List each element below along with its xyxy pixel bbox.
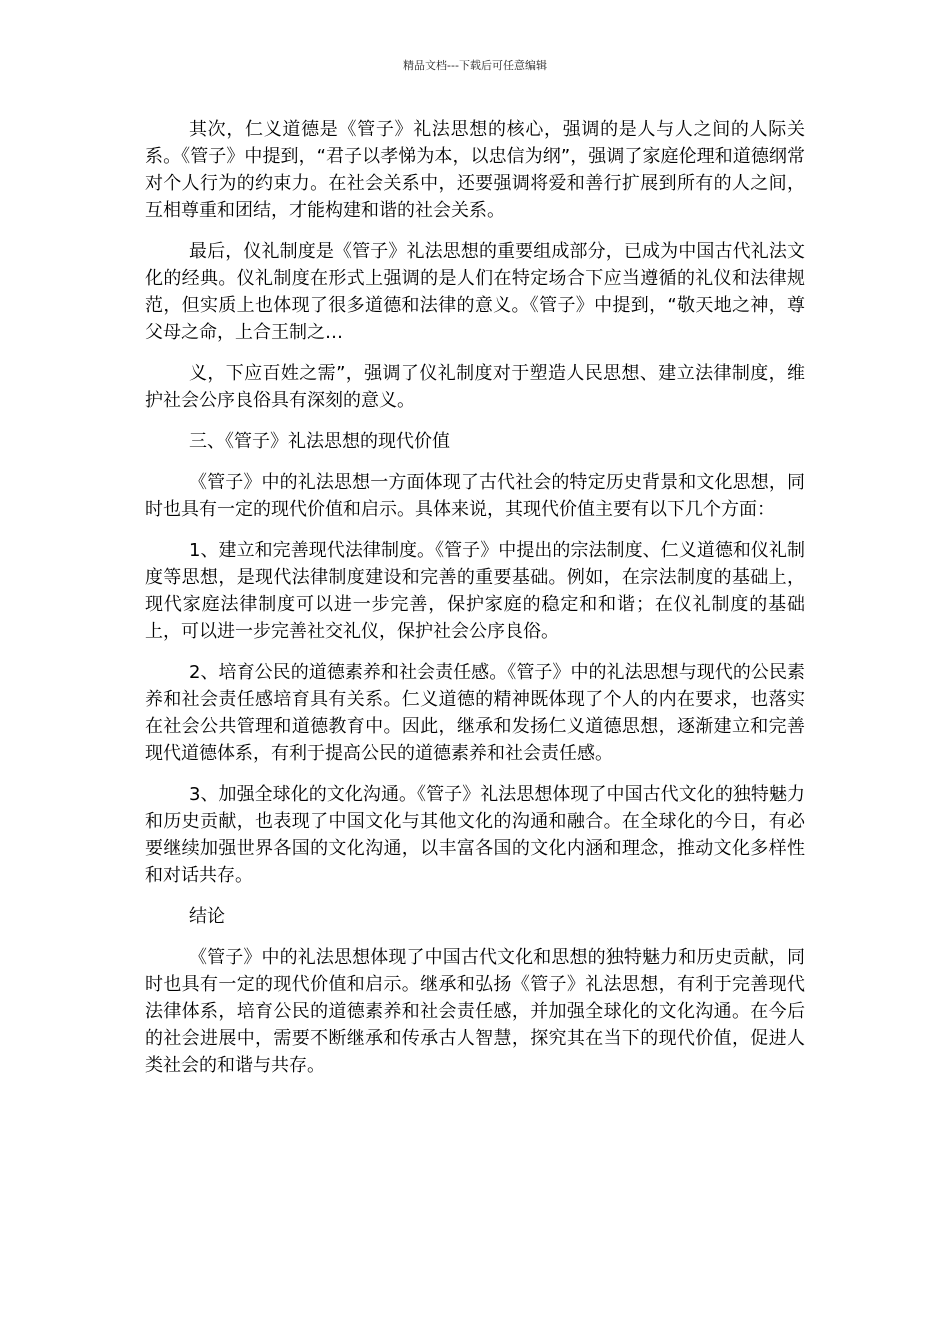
section-heading-conclusion: 结论 xyxy=(189,906,225,927)
paragraph-modern-value-intro: 《管子》中的礼法思想一方面体现了古代社会的特定历史背景和文化思想，同时也具有一定的现代价值和启示。具体来说，其现代价值主要有以下几个方面： xyxy=(145,472,805,520)
list-item-civic-morality: 2、培育公民的道德素养和社会责任感。《管子》中的礼法思想与现代的公民素养和社会责任感培育具有关系。仁义道德的精神既体现了个人的内在要求，也落实在社会公共管理和道德教育中。因此，继承和发扬仁义道德思想，逐渐建立和完善现代道德体系，有利于提高公民的道德素养和社会责任感。 xyxy=(145,662,805,764)
section-heading-modern-value: 三、《管子》礼法思想的现代价值 xyxy=(189,431,450,452)
paragraph-ritual-system: 最后，仪礼制度是《管子》礼法思想的重要组成部分，已成为中国古代礼法文化的经典。仪礼制度在形式上强调的是人们在特定场合下应当遵循的礼仪和法律规范，但实质上也体现了很多道德和法律的意义。《管子》中提到，“敬天地之神，尊父母之命，上合王制之… xyxy=(145,241,805,343)
paragraph-benevolence: 其次，仁义道德是《管子》礼法思想的核心，强调的是人与人之间的人际关系。《管子》中提到，“君子以孝悌为本，以忠信为纲”，强调了家庭伦理和道德纲常对个人行为的约束力。在社会关系中，还要强调将爱和善行扩展到所有的人之间，互相尊重和团结，才能构建和谐的社会关系。 xyxy=(145,119,805,221)
paragraph-conclusion: 《管子》中的礼法思想体现了中国古代文化和思想的独特魅力和历史贡献，同时也具有一定的现代价值和启示。继承和弘扬《管子》礼法思想，有利于完善现代法律体系，培育公民的道德素养和社会责任感，并加强全球化的文化沟通。在今后的社会进展中，需要不断继承和传承古人智慧，探究其在当下的现代价值，促进人类社会的和谐与共存。 xyxy=(145,947,805,1076)
list-item-cultural-communication: 3、加强全球化的文化沟通。《管子》礼法思想体现了中国古代文化的独特魅力和历史贡献，也表现了中国文化与其他文化的沟通和融合。在全球化的今日，有必要继续加强世界各国的文化沟通，以丰富各国的文化内涵和理念，推动文化多样性和对话共存。 xyxy=(145,784,805,886)
paragraph-ritual-continued: 义，下应百姓之需”，强调了仪礼制度对于塑造人民思想、建立法律制度，维护社会公序良俗具有深刻的意义。 xyxy=(145,363,805,411)
document-body xyxy=(145,116,805,1093)
list-item-legal-system: 1、建立和完善现代法律制度。《管子》中提出的宗法制度、仁义道德和仪礼制度等思想，是现代法律制度建设和完善的重要基础。例如，在宗法制度的基础上，现代家庭法律制度可以进一步完善，保护家庭的稳定和和谐；在仪礼制度的基础上，可以进一步完善社交礼仪，保护社会公序良俗。 xyxy=(145,540,805,642)
page-header: 精品文档---下载后可任意编辑 xyxy=(403,59,547,72)
